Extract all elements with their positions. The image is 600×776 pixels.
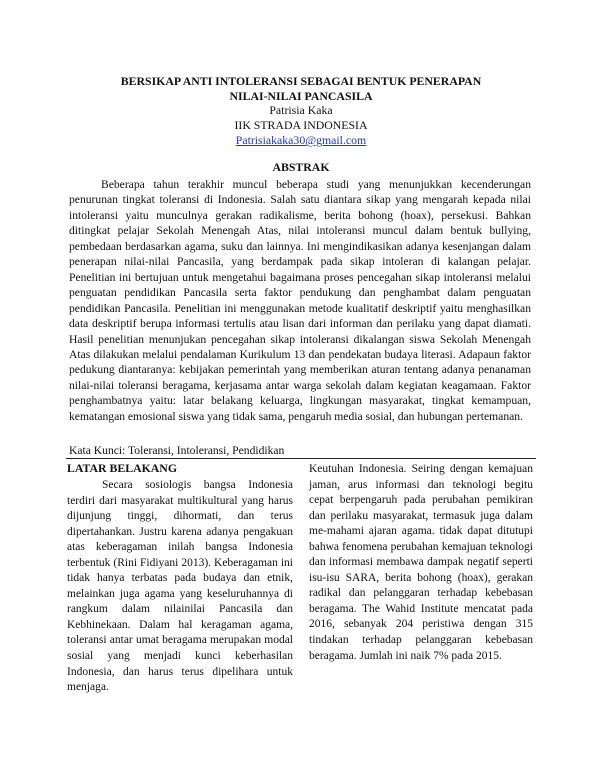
paper-title-line-1: BERSIKAP ANTI INTOLERANSI SEBAGAI BENTUK PENERAPAN [120, 74, 482, 88]
section-heading: LATAR BELAKANG [67, 461, 178, 475]
paper-title-line-2: NILAI-NILAI PANCASILA [229, 89, 373, 103]
abstract-body: Beberapa tahun terakhir muncul beberapa studi yang menunjukkan kecenderungan penurunan tingkat toleransi di Indonesia. Salah satu diantara sikap yang mengarah kepada nilai intoleransi yaitu munculnya gerakan radikalisme, berita bohong (hoax), persekusi. Bahkan ditingkat pelajar Sekolah Menengah Atas, nilai intoleransi muncul dalam bentuk bullying, pembedaan berdasarkan agama, suku dan lainnya. Ini mengindikasikan adanya kesenjangan dalam penerapan nilai-nilai Pancasila, yang berdampak pada sikap intoleran di kalangan pelajar. Penelitian ini bertujuan untuk mengetahui bagaimana proses pencegahan sikap intoleransi melalui penguatan pendidikan Pancasila serta faktor pendukung dan penghambat dalam penguatan pendidikan Pancasila. Penelitian ini menggunakan metode kualitatif deskriptif yaitu menghasilkan data deskriptif berupa informasi tertulis atau lisan dari informan dan perilaku yang dapat diamati. Hasil penelitian menunjukan pencegahan sikap intoleransi dikalangan siswa Sekolah Menengah Atas dilakukan melalui pendalaman Kurikulum 13 dan pendekatan budaya literasi. Adapaun faktor pedukung diantaranya: kebijakan pemerintah yang memberikan aturan tentang adanya penanaman nilai-nilai toleransi beragama, kerjasama antar warga sekolah dalam kegiatan keagamaan. Faktor penghambatnya yaitu: latar belakang keluarga, lingkungan masyarakat, tingkat kemampuan, kematangan emosional siswa yang tidak sama, pengaruh media sosial, dan hubungan pertemanan. [69, 178, 531, 423]
body-column-right: Keutuhan Indonesia. Seiring dengan kemajuan jaman, arus informasi dan teknologi begitu cepat berpengaruh pada perubahan pemikiran dan perilaku masyarakat, termasuk juga dalam me-mahami ajaran agama. tidak dapat ditutupi bahwa fenomena perubahan kemajuan teknologi dan informasi membawa dampak negatif seperti isu-isu SARA, berita bohong (hoax), gerakan radikal dan pelanggaran terhadap kebebasan beragama. The Wahid Institute mencatat pada 2016, sebanyak 204 peristiwa dengan 315 tindakan terhadap pelanggaran kebebasan beragama. Jumlah ini naik 7% pada 2015. [309, 463, 533, 662]
author-name: Patrisia Kaka [269, 103, 333, 117]
body-column-left: Secara sosiologis bangsa Indonesia terdiri dari masyarakat multikultural yang harus dijunjung tinggi, dihormati, dan terus dipertahankan. Justru karena adanya pengakuan atas keberagaman inilah bangsa Indonesia terbentuk (Rini Fidiyani 2013). Keberagaman ini tidak hanya terbatas pada budaya dan etnik, melainkan juga agama yang keseluruhannya di rangkum dalam nilainilai Pancasila dan Kebhinekaan. Dalam hal keragaman agama, toleransi antar umat beragama merupakan modal sosial yang menjadi kunci keberhasilan Indonesia, dan harus terus dipelihara untuk menjaga. [67, 479, 293, 694]
author-email-link[interactable]: Patrisiakaka30@gmail.com [235, 133, 367, 147]
section-divider [66, 458, 536, 459]
abstract-heading: ABSTRAK [272, 160, 330, 174]
author-affiliation: IIK STRADA INDONESIA [234, 118, 368, 132]
keywords-line: Kata Kunci: Toleransi, Intoleransi, Pendidikan [69, 444, 285, 457]
